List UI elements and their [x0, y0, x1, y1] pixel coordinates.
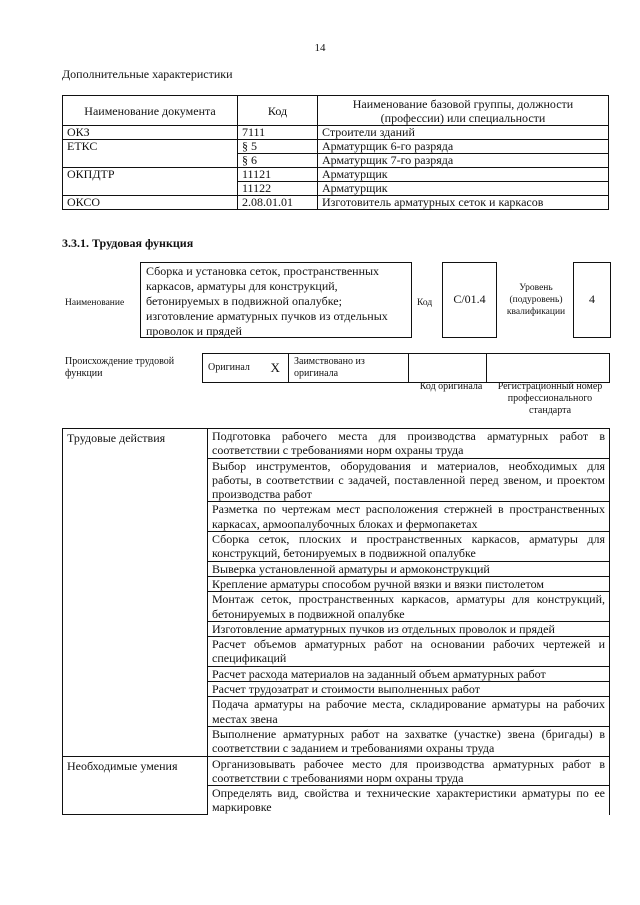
borrowed-label: Заимствовано из оригинала — [289, 354, 409, 383]
origin-label: Происхождение трудовой функции — [65, 356, 175, 379]
labor-action-item: Расчет объемов арматурных работ на основании рабочих чертежей и спецификаций — [208, 637, 610, 667]
labor-action-item: Выполнение арматурных работ на захватке (участке) звена (бригады) в соответствии с заданием и требованиями охраны труда — [208, 726, 610, 756]
labor-action-item: Выбор инструментов, оборудования и материалов, необходимых для работы, в соответствии с задачей, поставленной перед звеном, и проектом производства работ — [208, 458, 610, 502]
code-cell: § 5 — [238, 140, 318, 154]
original-label: Оригинал — [203, 354, 263, 383]
level-value: 4 — [589, 292, 595, 306]
required-skill-item: Организовывать рабочее место для производства арматурных работ в соответствии с требованиями норм охраны труда — [208, 756, 610, 786]
code-label: Код — [417, 298, 433, 308]
labor-action-item: Выверка установленной арматуры и армоконструкций — [208, 561, 610, 576]
code-cell: § 6 — [238, 154, 318, 168]
labor-actions-table — [62, 428, 610, 815]
labor-action-item: Подача арматуры на рабочие места, складирование арматуры на рабочих местах звена — [208, 697, 610, 727]
labor-action-item: Монтаж сеток, пространственных каркасов, арматуры для конструкций, бетонируемых в подвижной опалубке — [208, 592, 610, 622]
labor-action-item: Сборка сеток, плоских и пространственных каркасов, арматуры для конструкций, бетонируемых в подвижной опалубке — [208, 532, 610, 562]
name-cell: Арматурщик — [318, 182, 609, 196]
code-cell: 2.08.01.01 — [238, 196, 318, 210]
name-label: Наименование — [65, 298, 125, 308]
function-code-value: C/01.4 — [453, 292, 486, 306]
header-code: Код — [238, 96, 318, 126]
original-code-cell — [409, 354, 487, 383]
header-group-name: Наименование базовой группы, должности (профессии) или специальности — [318, 96, 609, 126]
name-cell: Строители зданий — [318, 126, 609, 140]
labor-action-item: Разметка по чертежам мест расположения стержней в пространственных каркасах, армоопалубочных блоках и фермопакетах — [208, 502, 610, 532]
labor-action-item: Изготовление арматурных пучков из отдельных проволок и прядей — [208, 621, 610, 636]
labor-action-item: Расчет расхода материалов на заданный объем арматурных работ — [208, 666, 610, 681]
doc-cell: ОКСО — [63, 196, 238, 210]
table-row — [63, 756, 610, 786]
header-document-name: Наименование документа — [63, 96, 238, 126]
table-row — [63, 140, 609, 154]
table-header-row — [63, 96, 609, 126]
registration-number-cell — [487, 354, 610, 383]
labor-action-item: Расчет трудозатрат и стоимости выполненных работ — [208, 682, 610, 697]
page-number: 14 — [314, 42, 326, 54]
name-cell: Арматурщик 6-го разряда — [318, 140, 609, 154]
required-skill-item: Определять вид, свойства и технические характеристики арматуры по ее маркировке — [208, 786, 610, 815]
labor-action-item: Подготовка рабочего места для производства арматурных работ в соответствии с требованиями норм охраны труда — [208, 429, 610, 459]
table-row — [63, 196, 609, 210]
registration-caption: Регистрационный номер профессионального стандарта — [497, 381, 603, 416]
function-title: 3.3.1. Трудовая функция — [62, 236, 194, 250]
function-name-value: Сборка и установка сеток, пространственных каркасов, арматуры для конструкций, бетонируемых в подвижной опалубке; изготовление арматурных пучков из отдельных проволок и прядей — [146, 264, 388, 338]
name-cell: Изготовитель арматурных сеток и каркасов — [318, 196, 609, 210]
level-box — [573, 262, 611, 338]
function-code-box — [442, 262, 497, 338]
table-row — [63, 168, 609, 182]
doc-cell: ОКПДТР — [63, 168, 238, 196]
origin-row — [203, 354, 610, 383]
required-skills-label: Необходимые умения — [63, 756, 208, 815]
additional-characteristics-title: Дополнительные характеристики — [62, 67, 233, 81]
original-mark: X — [263, 354, 289, 383]
code-cell: 11121 — [238, 168, 318, 182]
function-name-box — [140, 262, 412, 338]
doc-cell: ЕТКС — [63, 140, 238, 168]
code-caption: Код оригинала — [419, 381, 483, 392]
level-label: Уровень (подуровень) квалификации — [506, 283, 566, 317]
table-row — [63, 126, 609, 140]
name-cell: Арматурщик — [318, 168, 609, 182]
origin-table — [202, 353, 610, 383]
name-cell: Арматурщик 7-го разряда — [318, 154, 609, 168]
doc-cell: ОКЗ — [63, 126, 238, 140]
table-row — [63, 429, 610, 459]
labor-actions-label: Трудовые действия — [63, 429, 208, 757]
code-cell: 11122 — [238, 182, 318, 196]
labor-action-item: Крепление арматуры способом ручной вязки и вязки пистолетом — [208, 576, 610, 591]
additional-characteristics-table — [62, 95, 609, 210]
code-cell: 7111 — [238, 126, 318, 140]
